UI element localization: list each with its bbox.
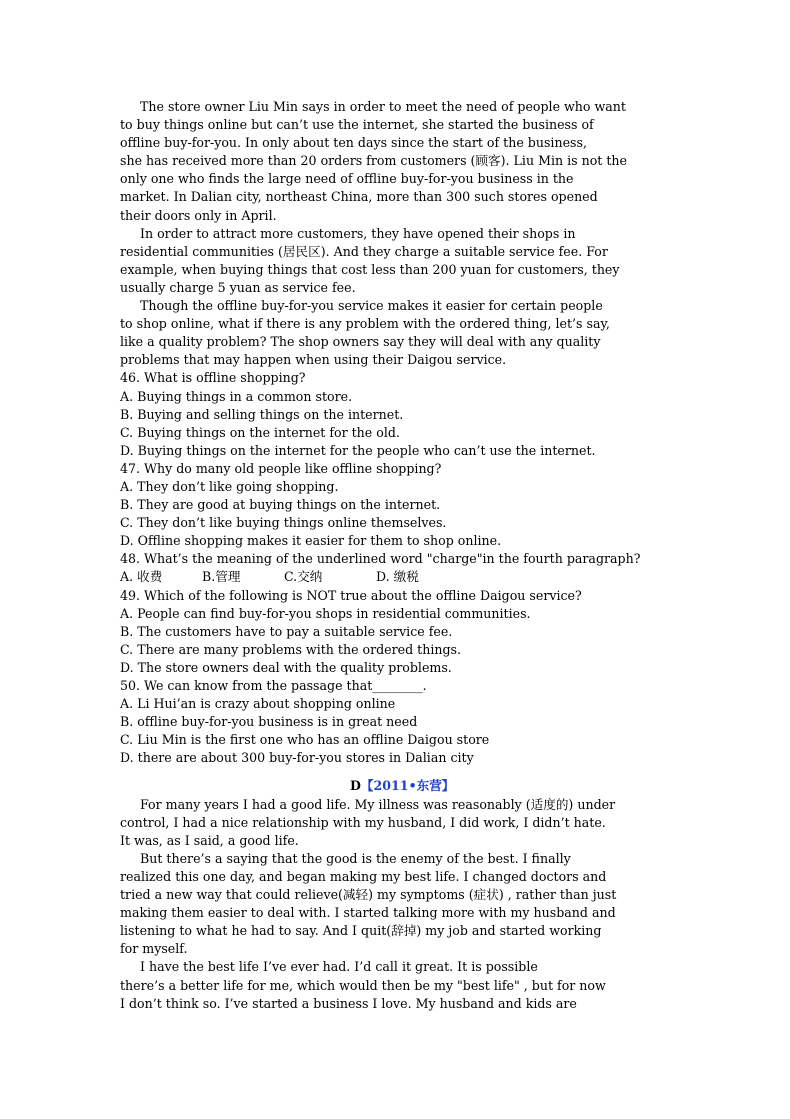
- question-stem: 50. We can know from the passage that________.: [120, 678, 427, 693]
- question-stem: 46. What is offline shopping?: [120, 370, 306, 386]
- text-line: residential communities (居民区). And they charge a suitable service fee. For: [120, 243, 608, 259]
- text-line: example, when buying things that cost less than 200 yuan for customers, they: [120, 261, 620, 277]
- paragraph: [120, 850, 680, 959]
- question-46: [120, 369, 680, 459]
- text-line: she has received more than 20 orders from customers (顾客). Liu Min is not the: [120, 153, 627, 169]
- option-b: B.管理: [202, 569, 241, 585]
- option-d: D. 缴税: [376, 569, 419, 585]
- section-letter: D: [350, 778, 361, 794]
- text-line: Though the offline buy-for-you service makes it easier for certain people: [140, 298, 603, 314]
- paragraph: [120, 297, 680, 369]
- text-line: making them easier to deal with. I started talking more with my husband and: [120, 905, 616, 921]
- passage-d: [120, 796, 680, 1013]
- option-c: C. Liu Min is the first one who has an offline Daigou store: [120, 732, 490, 748]
- text-line: For many years I had a good life. My illness was reasonably (适度的) under: [140, 796, 616, 812]
- option-d: D. Buying things on the internet for the people who can’t use the internet.: [120, 442, 596, 458]
- text-line: I don’t think so. I’ve started a business I love. My husband and kids are: [120, 995, 577, 1011]
- question-stem: 47. Why do many old people like offline shopping?: [120, 460, 442, 476]
- text-line: tried a new way that could relieve(减轻) my symptoms (症状) , rather than just: [120, 887, 617, 903]
- option-c: C.交纳: [284, 569, 323, 585]
- text-line: to shop online, what if there is any problem with the ordered thing, let’s say,: [120, 316, 610, 332]
- document-body: [120, 98, 680, 1013]
- option-b: B. The customers have to pay a suitable service fee.: [120, 623, 453, 639]
- text-line: problems that may happen when using their Daigou service.: [120, 352, 507, 368]
- option-c: C. They don’t like buying things online themselves.: [120, 515, 447, 531]
- text-line: market. In Dalian city, northeast China, more than 300 such stores opened: [120, 189, 598, 205]
- source-label: 【2011•东营】: [360, 778, 455, 794]
- question-49: [120, 587, 680, 677]
- text-line: their doors only in April.: [120, 207, 277, 223]
- text-line: But there’s a saying that the good is the enemy of the best. I finally: [140, 850, 571, 866]
- text-line: for myself.: [120, 941, 188, 957]
- option-b: B. They are good at buying things on the internet.: [120, 497, 441, 513]
- text-line: usually charge 5 yuan as service fee.: [120, 279, 356, 295]
- option-row: [120, 568, 680, 586]
- text-line: It was, as I said, a good life.: [120, 832, 299, 848]
- option-a: A. Buying things in a common store.: [120, 388, 353, 404]
- option-d: D. Offline shopping makes it easier for them to shop online.: [120, 533, 502, 549]
- option-b: B. offline buy-for-you business is in great need: [120, 714, 418, 730]
- text-line: control, I had a nice relationship with my husband, I did work, I didn’t hate.: [120, 814, 606, 830]
- option-a: A. Li Hui’an is crazy about shopping online: [120, 696, 396, 712]
- question-48: [120, 550, 680, 586]
- paragraph: [120, 98, 680, 225]
- text-line: like a quality problem? The shop owners say they will deal with any quality: [120, 334, 601, 350]
- option-d: D. there are about 300 buy-for-you stores in Dalian city: [120, 750, 474, 766]
- option-a: A. They don’t like going shopping.: [120, 478, 339, 494]
- option-d: D. The store owners deal with the quality problems.: [120, 659, 452, 675]
- text-line: offline buy-for-you. In only about ten days since the start of the business,: [120, 135, 587, 151]
- text-line: listening to what he had to say. And I quit(辞掉) my job and started working: [120, 923, 602, 939]
- text-line: only one who finds the large need of offline buy-for-you business in the: [120, 171, 574, 187]
- section-heading: [120, 777, 680, 795]
- paragraph: [120, 225, 680, 297]
- question-stem: 48. What’s the meaning of the underlined word "charge"in the fourth paragraph?: [120, 551, 641, 567]
- option-c: C. There are many problems with the ordered things.: [120, 641, 462, 657]
- text-line: The store owner Liu Min says in order to meet the need of people who want: [140, 99, 626, 114]
- text-line: to buy things online but can’t use the internet, she started the business of: [120, 117, 594, 133]
- option-a: A. People can find buy-for-you shops in residential communities.: [120, 605, 531, 621]
- text-line: In order to attract more customers, they have opened their shops in: [140, 225, 576, 241]
- option-a: A. 收费: [120, 569, 163, 585]
- text-line: realized this one day, and began making my best life. I changed doctors and: [120, 868, 607, 884]
- paragraph: [120, 796, 680, 850]
- passage-c: [120, 98, 680, 369]
- option-b: B. Buying and selling things on the internet.: [120, 406, 404, 422]
- text-line: there’s a better life for me, which would then be my "best life" , but for now: [120, 977, 606, 993]
- question-stem: 49. Which of the following is NOT true about the offline Daigou service?: [120, 587, 582, 603]
- text-line: I have the best life I’ve ever had. I’d call it great. It is possible: [140, 959, 538, 975]
- paragraph: [120, 958, 680, 1012]
- question-list: [120, 369, 680, 767]
- question-50: [120, 677, 680, 767]
- question-47: [120, 460, 680, 550]
- option-c: C. Buying things on the internet for the old.: [120, 424, 400, 440]
